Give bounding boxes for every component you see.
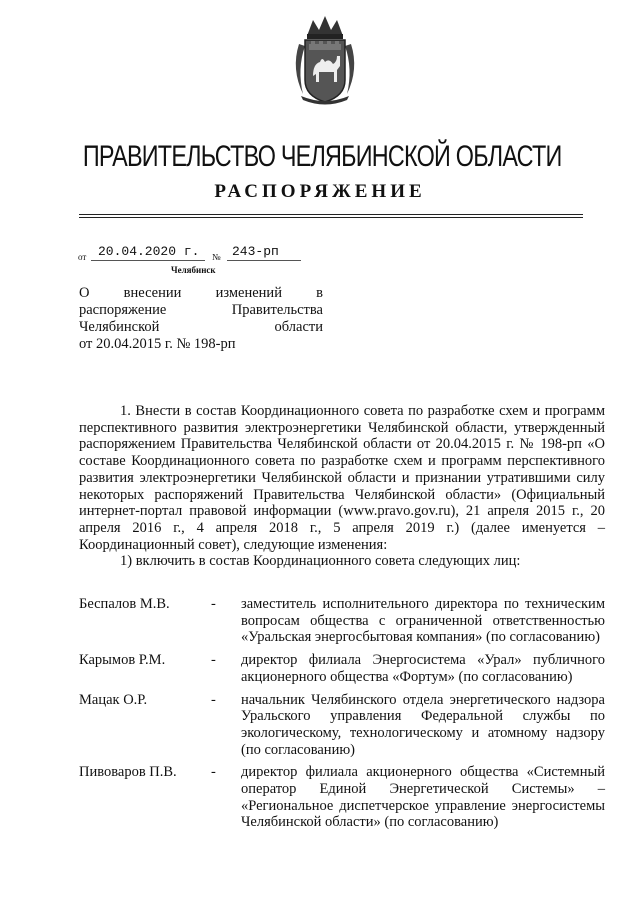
member-dash: -	[211, 596, 216, 612]
subject-line: распоряжение Правительства	[79, 302, 323, 318]
member-dash: -	[211, 764, 216, 781]
document-number: 243-рп	[232, 244, 279, 259]
header-rule-top	[79, 214, 583, 215]
body-paragraph: 1. Внести в состав Координационного совета по разработке схем и программ перспективного развития электроэнергетики Челябинской области, утвержденный распоряжением Правительства Челябинской области от 20.04.2015 г. № 198-рп «О составе Координационного совета по разработке схем и программ перспективного развития электроэнергетики Челябинской области и признании утратившими силу некоторых распоряжений Правительства Челябинской области» (Официальный интернет-портал правовой информации (www.pravo.gov.ru), 21 апреля 2015 г., 20 апреля 2016 г., 4 апреля 2018 г., 5 апреля 2019 г.) (далее именуется – Координационный совет), следующие изменения:	[79, 403, 605, 553]
member-entry	[79, 692, 605, 759]
member-dash: -	[211, 691, 216, 708]
member-role: директор филиала акционерного общества «Системный оператор Единой Энергетической Системы» – «Региональное диспетчерское управление энергосистемы Челябинской области» (по согласованию)	[241, 764, 605, 831]
number-label: №	[212, 252, 221, 262]
document-subject	[79, 285, 323, 353]
government-title: ПРАВИТЕЛЬСТВО ЧЕЛЯБИНСКОЙ ОБЛАСТИ	[82, 140, 562, 173]
city-name: Челябинск	[171, 265, 216, 275]
header-rule-bottom	[79, 217, 583, 218]
member-list	[79, 596, 605, 837]
subject-line: Челябинской области	[79, 319, 323, 335]
member-entry	[79, 652, 605, 685]
body-paragraph: 1) включить в состав Координационного совета следующих лиц:	[120, 553, 521, 570]
document-body	[79, 403, 605, 570]
date-underline	[91, 260, 205, 261]
member-role: заместитель исполнительного директора по техническим вопросам общества с ограниченной ответственностью «Уральская энергосбытовая компания» (по согласованию)	[241, 596, 605, 646]
member-entry	[79, 596, 605, 646]
member-dash: -	[211, 652, 216, 669]
document-type: РАСПОРЯЖЕНИЕ	[214, 181, 426, 202]
number-underline	[227, 260, 301, 261]
member-role: директор филиала Энергосистема «Урал» публичного акционерного общества «Фортум» (по согласованию)	[241, 652, 605, 685]
date-label: от	[78, 252, 87, 262]
coat-of-arms-emblem	[287, 14, 363, 106]
document-date: 20.04.2020 г.	[98, 244, 200, 259]
member-name: Пивоваров П.В.	[79, 764, 177, 781]
member-role: начальник Челябинского отдела энергетического надзора Уральского управления Федеральной службы по экологическому, технологическому и атомному надзору (по согласованию)	[241, 691, 605, 758]
member-name: Мацак О.Р.	[79, 691, 148, 708]
member-name: Беспалов М.В.	[79, 596, 170, 612]
subject-line: О внесении изменений в	[79, 285, 323, 301]
crown-shield-icon	[287, 14, 363, 106]
member-name: Карымов Р.М.	[79, 652, 166, 669]
member-entry	[79, 764, 605, 831]
subject-line: от 20.04.2015 г. № 198-рп	[79, 336, 236, 352]
